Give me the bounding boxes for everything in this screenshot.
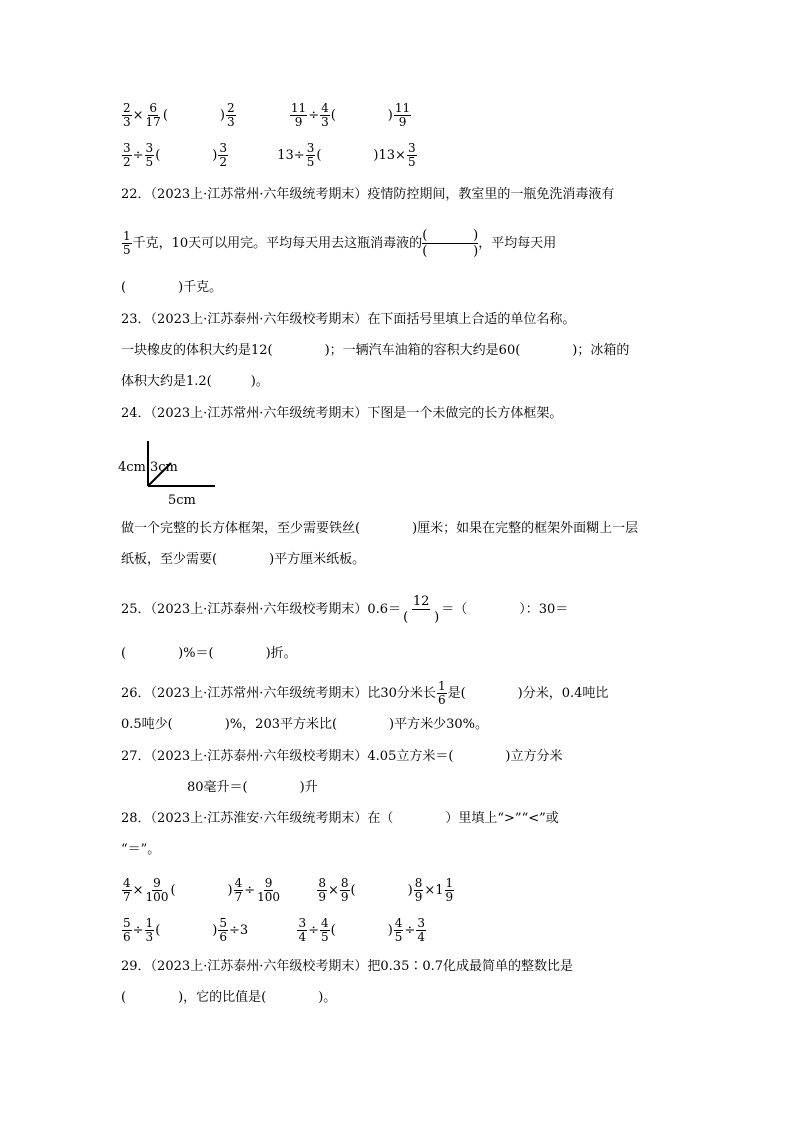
q28-row1: $\frac{4}{7}$ × $\frac{9}{100}$ ( ) $\frac{4}{7}$ ÷ $\frac{9}{100}$ $\frac{8}{9}$ × $\frac{8}{9}$ ( ) $\frac{8}{9}$ ×1 $\frac{1}{9}$ [123, 876, 454, 904]
q25-line1: 25．（2023上·江苏泰州·六年级校考期末）0.6＝ $\frac{12}{( )}$ ＝（ ）：30＝ [121, 594, 569, 625]
fraction: $\frac{12}{( )}$ [403, 594, 440, 625]
fraction: $\frac{3}{4}$ [417, 916, 425, 944]
q21-row2: $\frac{3}{2}$ ÷ $\frac{3}{5}$ ( ) $\frac{3}{2}$ 13÷ $\frac{3}{5}$ ( )13× $\frac{3}{5}$ [123, 141, 416, 169]
fraction: $\frac{4}{7}$ [234, 876, 243, 904]
q21-row1: $\frac{2}{3}$ × $\frac{6}{17}$ ( ) $\frac{2}{3}$ $\frac{11}{9}$ ÷ $\frac{4}{3}$ ( ) $\frac{11}{9}$ [123, 101, 411, 129]
answer-blank[interactable]: ( ) [162, 108, 225, 123]
q28-line1: 28．（2023上·江苏淮安·六年级统考期末）在（ ）里填上“>”“<”或 [121, 811, 559, 826]
fraction: $\frac{4}{5}$ [394, 916, 403, 944]
q26-line1: 26．（2023上·江苏常州·六年级统考期末）比30分米长 $\frac{1}{6}$ 是( )分米，0.4吨比 [121, 679, 609, 707]
q24-line1: 24．（2023上·江苏常州·六年级统考期末）下图是一个未做完的长方体框架。 [121, 406, 563, 421]
q28-row2: $\frac{5}{6}$ ÷ $\frac{1}{3}$ ( ) $\frac{5}{6}$ ÷3 $\frac{3}{4}$ ÷ $\frac{4}{5}$ ( ) $\frac{4}{5}$ ÷ $\frac{3}{4}$ [123, 916, 425, 944]
answer-blank[interactable]: ( ) [155, 923, 218, 938]
answer-blank[interactable]: ( ) [350, 883, 413, 898]
fraction: $\frac{8}{9}$ [318, 876, 326, 904]
fraction: $\frac{1}{6}$ [437, 679, 446, 707]
height-label: 4cm [118, 460, 146, 475]
fraction: $\frac{4}{7}$ [123, 876, 131, 904]
fraction: $\frac{3}{5}$ [306, 141, 315, 169]
length-label: 5cm [168, 493, 196, 508]
fraction: $\frac{3}{5}$ [407, 141, 416, 169]
fraction: $\frac{2}{3}$ [123, 101, 131, 129]
fraction: $\frac{11}{9}$ [290, 101, 307, 129]
width-label: 3cm [150, 460, 178, 475]
fraction-answer-blank[interactable]: ( ) ( ) [422, 228, 479, 259]
fraction: $\frac{2}{3}$ [226, 101, 235, 129]
q23-line1: 23．（2023上·江苏泰州·六年级校考期末）在下面括号里填上合适的单位名称。 [121, 312, 576, 327]
q27-line1: 27．（2023上·江苏泰州·六年级校考期末）4.05立方米＝( )立方分米 [121, 749, 563, 764]
fraction: $\frac{3}{4}$ [298, 916, 307, 944]
q25-line2: ( )%＝( )折。 [121, 646, 297, 661]
fraction: $\frac{11}{9}$ [394, 101, 411, 129]
answer-blank[interactable]: ( ) [330, 923, 393, 938]
fraction: $\frac{9}{100}$ [145, 876, 169, 904]
fraction: $\frac{4}{3}$ [321, 101, 329, 129]
q23-line3: 体积大约是1.2( )。 [121, 374, 269, 389]
fraction: $\frac{1}{3}$ [145, 916, 154, 944]
q22-line1: 22．（2023上·江苏常州·六年级统考期末）疫情防控期间，教室里的一瓶免洗消毒液有 [121, 187, 615, 202]
q27-line2: 80毫升＝( )升 [187, 780, 318, 795]
fraction: $\frac{1}{9}$ [445, 876, 454, 904]
fraction: $\frac{6}{17}$ [145, 101, 161, 129]
q28-line2: “＝”。 [121, 842, 161, 857]
q22-line3: ( )千克。 [121, 280, 223, 295]
q29-line1: 29．（2023上·江苏泰州·六年级校考期末）把0.35∶0.7化成最简单的整数比是 [121, 959, 574, 974]
fraction: $\frac{5}{6}$ [123, 916, 131, 944]
q24-line3: 纸板，至少需要( )平方厘米纸板。 [121, 552, 366, 567]
q29-line2: ( )，它的比值是( )。 [121, 990, 337, 1005]
q26-line2: 0.5吨少( )%，203平方米比( )平方米少30%。 [121, 717, 489, 732]
fraction: $\frac{3}{2}$ [219, 141, 227, 169]
fraction: $\frac{8}{9}$ [340, 876, 349, 904]
answer-blank[interactable]: ( ) [316, 148, 379, 163]
q22-line2: $\frac{1}{5}$ 千克，10天可以用完。平均每天用去这瓶消毒液的 ( ) ( ) ，平均每天用 [123, 228, 557, 259]
cuboid-frame-diagram [115, 438, 225, 510]
fraction: $\frac{4}{5}$ [320, 916, 329, 944]
fraction: $\frac{9}{100}$ [257, 876, 281, 904]
answer-blank[interactable]: ( ) [155, 148, 218, 163]
answer-blank[interactable]: ( ) [170, 883, 233, 898]
q24-line2: 做一个完整的长方体框架，至少需要铁丝( )厘米；如果在完整的框架外面糊上一层 [121, 521, 639, 536]
fraction: $\frac{3}{2}$ [123, 141, 131, 169]
fraction: $\frac{8}{9}$ [414, 876, 423, 904]
fraction: $\frac{3}{5}$ [145, 141, 154, 169]
answer-blank[interactable]: ( ) [330, 108, 393, 123]
fraction: $\frac{1}{5}$ [123, 229, 131, 257]
fraction: $\frac{5}{6}$ [219, 916, 227, 944]
q23-line2: 一块橡皮的体积大约是12( )；一辆汽车油箱的容积大约是60( )；冰箱的 [121, 343, 630, 358]
